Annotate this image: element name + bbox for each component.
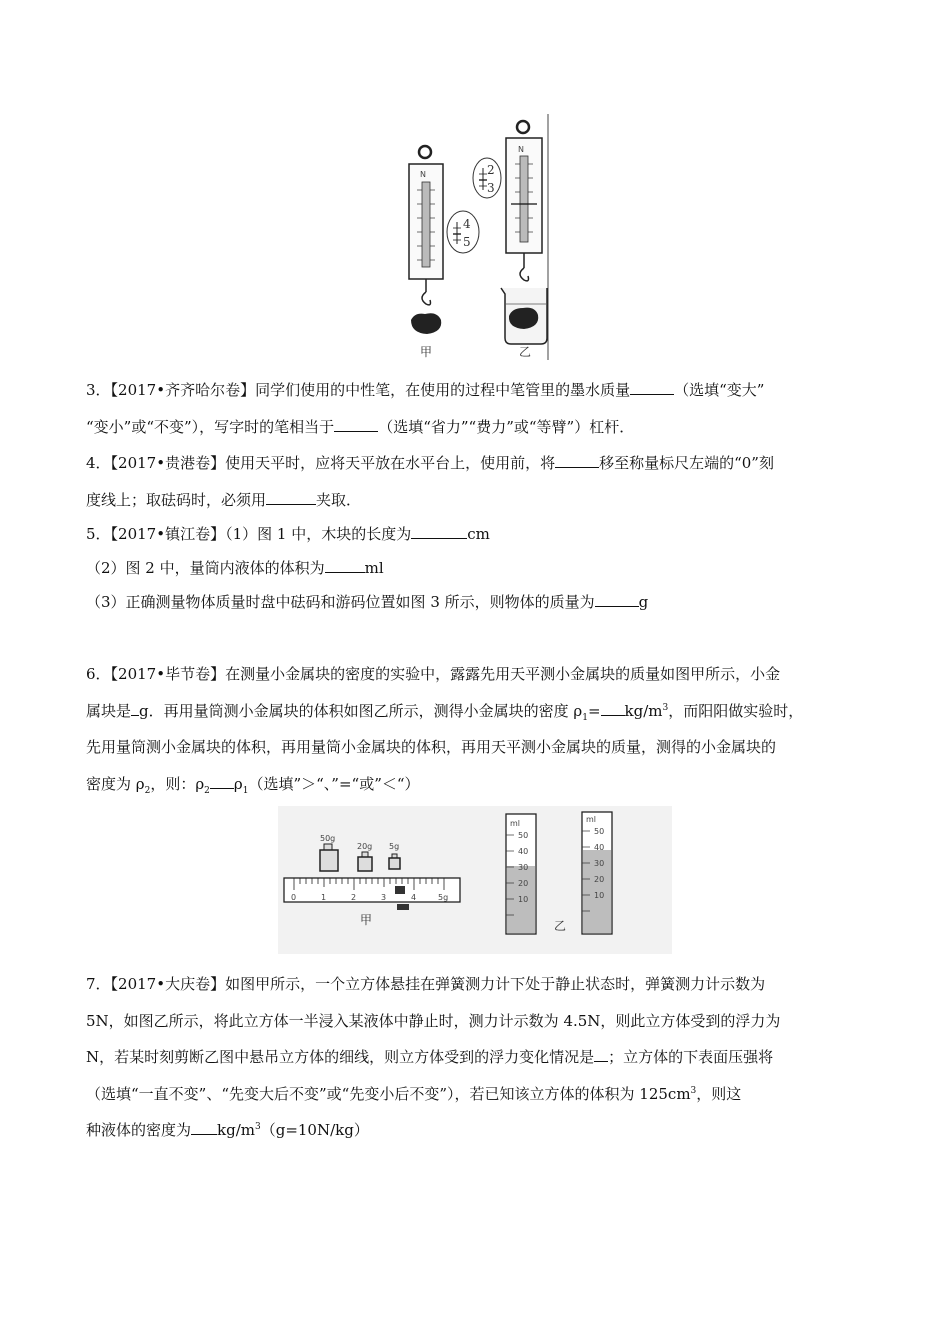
answer-blank[interactable] xyxy=(131,714,139,716)
svg-text:10: 10 xyxy=(518,895,529,904)
question-3: 3．【2017•齐齐哈尔卷】同学们使用的中性笔，在使用的过程中笔管里的墨水质量 （选填“变大” “变小”或“不变”），写字时的笔相当于 （选填“省力”“费力”或“等臂”）杠杆． xyxy=(86,381,765,436)
svg-text:20: 20 xyxy=(518,879,529,888)
svg-text:2: 2 xyxy=(351,893,357,902)
svg-text:乙: 乙 xyxy=(554,919,567,933)
svg-text:40: 40 xyxy=(518,847,529,856)
svg-text:甲: 甲 xyxy=(420,345,433,359)
scale-yi xyxy=(473,121,547,359)
svg-text:N: N xyxy=(518,145,524,154)
svg-text:4: 4 xyxy=(463,217,471,231)
answer-blank[interactable] xyxy=(594,1060,608,1062)
svg-text:5g: 5g xyxy=(438,893,449,902)
question-5: 5．【2017•镇江卷】（1）图 1 中，木块的长度为 cm （2）图 2 中，量筒内液体的体积为 ml （3）正确测量物体质量时盘中砝码和游码位置如图 3 所示，则物体的质量为 g xyxy=(86,525,649,611)
svg-text:1: 1 xyxy=(321,893,327,902)
svg-text:50: 50 xyxy=(518,831,529,840)
spring-scale-figure xyxy=(395,110,555,365)
question-4: 4．【2017•贵港卷】使用天平时，应将天平放在水平台上，使用前，将 移至称量标尺左端的“0”刻 度线上；取砝码时，必须用 夹取． xyxy=(86,454,774,509)
answer-blank[interactable] xyxy=(210,787,234,789)
question-6: 6．【2017•毕节卷】在测量小金属块的密度的实验中，露露先用天平测小金属块的质量如图甲所示，小金 属块是 g．再用量筒测小金属块的体积如图乙所示，测得小金属块的密度 $\rho_1= kg/m^3$，而阳阳做实验时， 先用量筒测小金属块的体积，再用量筒小金属块的体积，再用天平测小金属块的质量，测得的小金属块的 密度为 $\rho_2$，则：$\rho_2$ $\rho_1$（选填”＞“、”=“或”＜“） xyxy=(86,665,804,796)
svg-text:N: N xyxy=(420,170,426,179)
svg-text:30: 30 xyxy=(594,859,605,868)
scale-jia xyxy=(409,146,479,359)
svg-text:甲: 甲 xyxy=(360,913,373,927)
answer-blank[interactable] xyxy=(266,503,316,505)
answer-blank[interactable] xyxy=(595,605,639,607)
svg-text:乙: 乙 xyxy=(519,345,532,359)
balance-cylinder-figure xyxy=(278,806,672,954)
svg-text:3: 3 xyxy=(381,893,387,902)
answer-blank[interactable] xyxy=(411,537,467,539)
svg-text:4: 4 xyxy=(411,893,417,902)
svg-text:30: 30 xyxy=(518,863,529,872)
svg-text:5g: 5g xyxy=(389,842,400,851)
svg-text:50: 50 xyxy=(594,827,605,836)
svg-text:2: 2 xyxy=(487,163,495,177)
answer-blank[interactable] xyxy=(334,430,378,432)
answer-blank[interactable] xyxy=(555,466,599,468)
svg-text:ml: ml xyxy=(510,819,521,828)
answer-blank[interactable] xyxy=(630,393,674,395)
answer-blank[interactable] xyxy=(601,714,625,716)
answer-blank[interactable] xyxy=(191,1133,217,1135)
svg-text:10: 10 xyxy=(594,891,605,900)
svg-text:40: 40 xyxy=(594,843,605,852)
svg-text:3: 3 xyxy=(487,181,495,195)
svg-text:50g: 50g xyxy=(320,834,336,843)
graduated-cylinder-1 xyxy=(506,814,536,934)
svg-text:ml: ml xyxy=(586,815,597,824)
question-7: 7．【2017•大庆卷】如图甲所示，一个立方体悬挂在弹簧测力计下处于静止状态时，弹簧测力计示数为 5N，如图乙所示，将此立方体一半浸入某液体中静止时，测力计示数为 4.5N，则此立方体受到的浮力为 N，若某时刻剪断乙图中悬吊立方体的细线，则立方体受到的浮力变化情况是 ；立方体的下表面压强将 （选填“一直不变”、“先变大后不变”或“先变小后不变”），若已知该立方体的体积为 $125cm^3$，则这 种液体的密度为 $kg/m^3(g=10N/kg)$ xyxy=(86,975,781,1139)
answer-blank[interactable] xyxy=(325,571,365,573)
svg-text:20g: 20g xyxy=(357,842,373,851)
svg-text:20: 20 xyxy=(594,875,605,884)
svg-text:0: 0 xyxy=(291,893,297,902)
svg-text:5: 5 xyxy=(463,235,471,249)
